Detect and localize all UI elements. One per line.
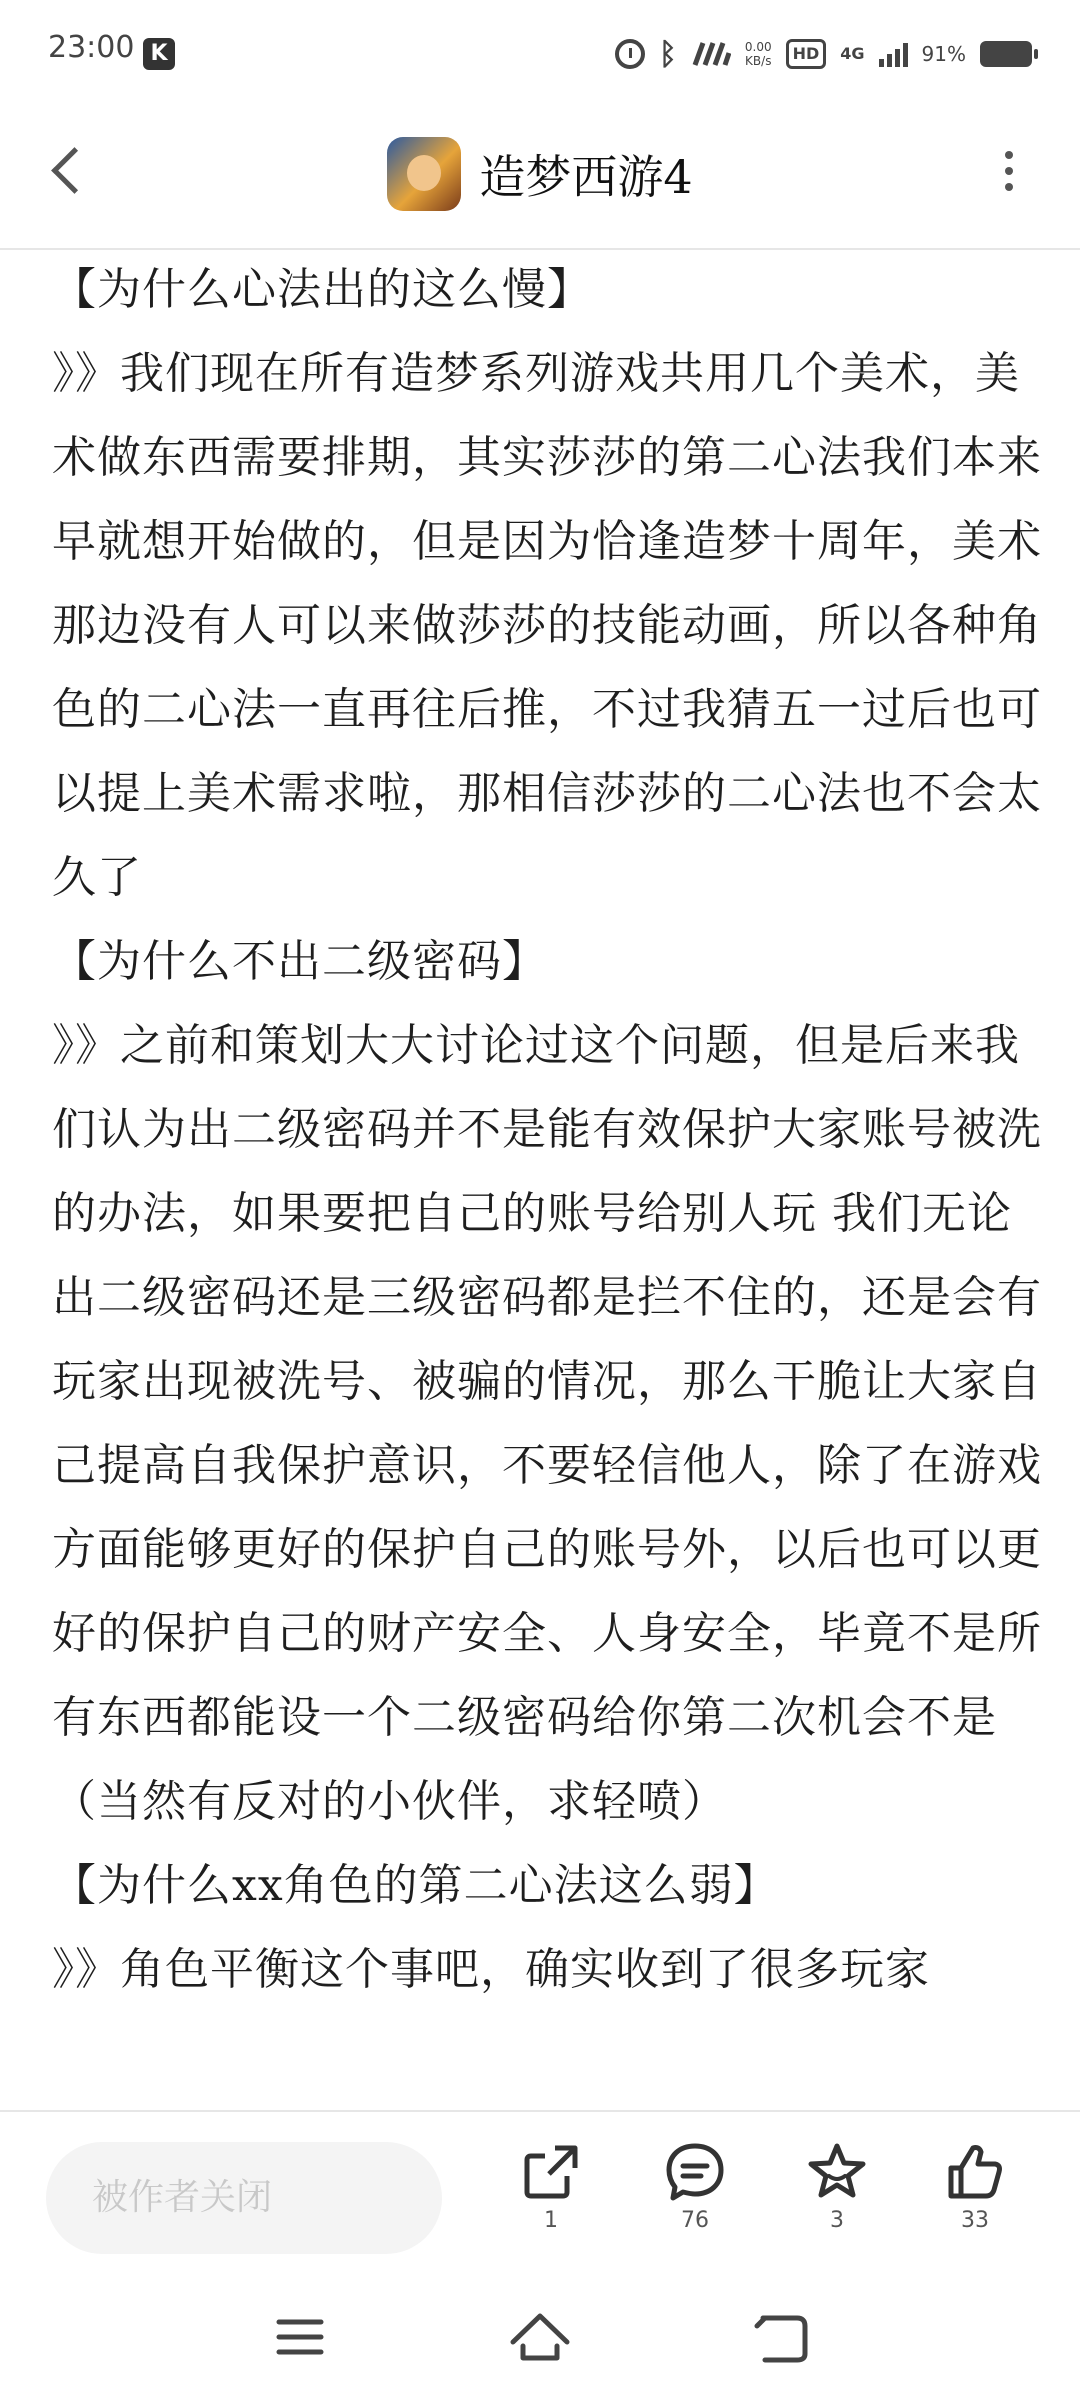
back-icon: [735, 2302, 825, 2372]
section-heading: 【为什么不出二级密码】: [52, 936, 547, 987]
battery-percent: 91%: [921, 42, 966, 66]
nfc-icon: [691, 41, 731, 67]
favorite-button[interactable]: [782, 2140, 892, 2260]
favorite-count: 3: [830, 2208, 844, 2233]
comment-button[interactable]: [640, 2140, 750, 2260]
game-avatar-icon: [387, 137, 461, 211]
paragraph: 》》之前和策划大大讨论过这个问题，但是后来我们认为出二级密码并不是能有效保护大家账号被洗的办法，如果要把自己的账号给别人玩 我们无论出二级密码还是三级密码都是拦不住的，还是会有玩家出现被洗号、被骗的情况，那么干脆让大家自己提高自我保护意识，不要轻信他人，除了在游戏方面能够更好的保护自己的账号外，以后也可以更好的保护自己的财产安全、人身安全，毕竟不是所有东西都能设一个二级密码给你第二次机会不是（当然有反对的小伙伴，求轻喷）: [52, 1020, 1042, 1827]
section-heading: 【为什么心法出的这么慢】: [52, 264, 592, 315]
bluetooth-icon: ᛒ: [658, 36, 677, 72]
page-title: 造梦西游4: [479, 150, 693, 204]
status-icons: [615, 34, 1032, 74]
thumbs-up-icon: [943, 2140, 1007, 2204]
home-button[interactable]: [495, 2302, 585, 2372]
share-button[interactable]: [496, 2140, 606, 2260]
battery-icon: [980, 41, 1032, 67]
title-area: [0, 100, 1080, 248]
status-time: 23:00: [48, 30, 135, 65]
more-options-button[interactable]: [974, 136, 1044, 206]
article-content: [52, 248, 1042, 2108]
paragraph: 》》角色平衡这个事吧，确实收到了很多玩家: [52, 1944, 930, 1995]
section-heading: 【为什么xx角色的第二心法这么弱】: [52, 1860, 779, 1911]
app-badge-k: K: [143, 38, 175, 70]
paragraph: 》》我们现在所有造梦系列游戏共用几个美术，美术做东西需要排期，其实莎莎的第二心法我们本来早就想开始做的，但是因为恰逢造梦十周年，美术那边没有人可以来做莎莎的技能动画，所以各种角色的二心法一直再往后推，不过我猜五一过后也可以提上美术需求啦，那相信莎莎的二心法也不会太久了: [52, 348, 1042, 903]
system-back-button[interactable]: [735, 2302, 825, 2372]
menu-icon: [255, 2302, 345, 2372]
more-dot: [1005, 167, 1013, 175]
comment-count: 76: [681, 2208, 709, 2233]
net-speed: 0.00 KB/s: [744, 40, 772, 68]
recent-apps-button[interactable]: [255, 2302, 345, 2372]
status-bar: [0, 0, 1080, 100]
share-icon: [519, 2140, 583, 2204]
network-type: 4G: [840, 44, 865, 63]
bottom-action-bar: [0, 2110, 1080, 2274]
alarm-icon: [615, 39, 645, 69]
back-button[interactable]: [40, 136, 110, 206]
comment-input[interactable]: 被作者关闭: [46, 2142, 442, 2254]
system-nav-bar: [0, 2274, 1080, 2400]
hd-badge: HD: [786, 39, 827, 69]
share-count: 1: [544, 2208, 558, 2233]
more-vertical-icon: [1005, 151, 1013, 159]
comment-icon: [663, 2140, 727, 2204]
signal-icon: [879, 41, 908, 67]
top-app-bar: [0, 100, 1080, 250]
star-icon: [805, 2140, 869, 2204]
like-button[interactable]: [920, 2140, 1030, 2260]
home-icon: [495, 2302, 585, 2372]
more-dot: [1005, 183, 1013, 191]
like-count: 33: [961, 2208, 989, 2233]
